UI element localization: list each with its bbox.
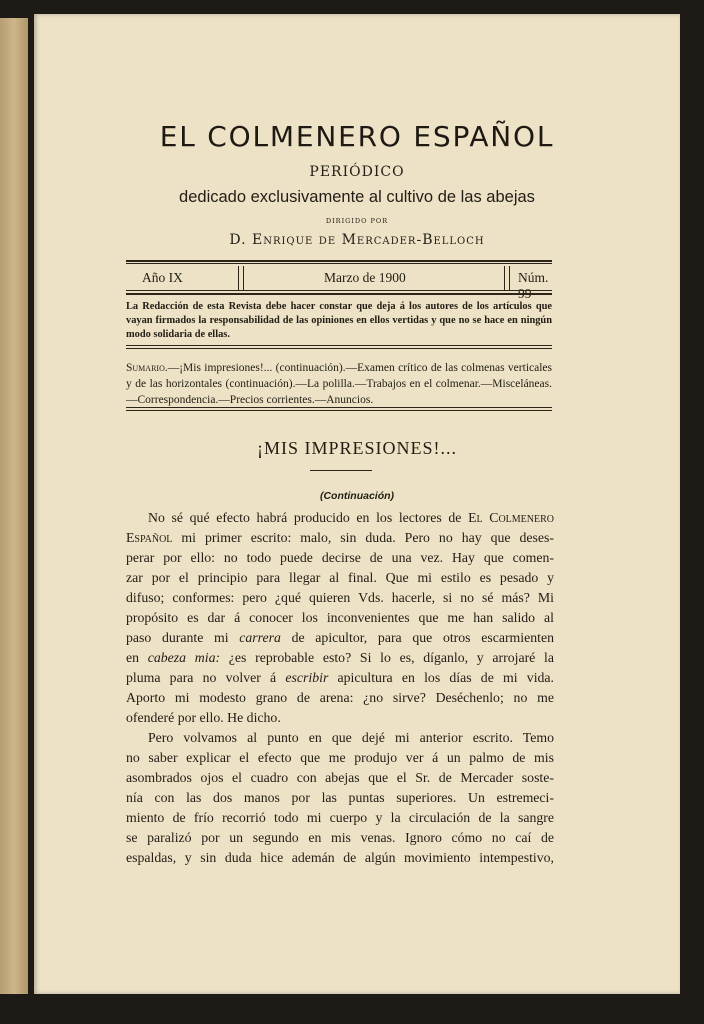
text-line: No sé qué efecto habrá producido en los lectores de El Colmenero bbox=[148, 510, 554, 525]
masthead-tagline: dedicado exclusivamente al cultivo de las abejas bbox=[179, 188, 535, 206]
dirigido-label: DIRIGIDO POR bbox=[325, 217, 389, 225]
issue-bar-bottom-rule-thin bbox=[126, 290, 552, 291]
sumario-rule bbox=[126, 410, 552, 411]
issue-bar-top-rule bbox=[126, 260, 552, 262]
text-line: difuso; conformes: pero ¿qué quieren Vds. hacerle, si no sé más? Mi bbox=[126, 590, 554, 605]
issue-bar bbox=[126, 266, 552, 301]
text-line: propósito es dar á conocer los inconvenientes que me han salido al bbox=[126, 610, 554, 625]
text-line: en cabeza mia: ¿es reprobable esto? Si lo es, díganlo, y arrojaré la bbox=[126, 650, 554, 665]
text-line: Español mi primer escrito: malo, sin duda. Pero no hay que deses- bbox=[126, 530, 554, 545]
adjacent-page-edge bbox=[0, 18, 28, 994]
issue-number: Núm. 99 bbox=[518, 270, 549, 301]
issue-year: Año IX bbox=[142, 270, 183, 285]
director-prefix: D. bbox=[229, 232, 252, 248]
text-line: nía con las dos manos por las puntas superiores. Un estremeci- bbox=[126, 790, 554, 805]
text-line: se paralizó por un segundo en mis venas. Ignoro cómo no caí de bbox=[126, 830, 554, 845]
notice-rule bbox=[126, 345, 552, 346]
issue-bar-top-rule-thin bbox=[126, 263, 552, 264]
issue-bar-bottom-rule bbox=[126, 293, 552, 295]
sumario bbox=[126, 360, 552, 408]
sumario-rule bbox=[126, 407, 552, 408]
director-name: Enrique de Mercader-Belloch bbox=[251, 232, 485, 248]
issue-divider bbox=[504, 266, 510, 290]
sumario-text: —¡Mis impresiones!... (continuación).—Examen crítico de las colmenas verticales y de las horizontales (continuación).—La polilla.—Trabajos en el colmenar.—Misceláneas.—Correspondencia.—Precios corrientes.—Anuncios. bbox=[126, 362, 552, 406]
issue-date: Marzo de 1900 bbox=[324, 270, 406, 285]
text-line: ofenderé por ello. He dicho. bbox=[126, 710, 281, 725]
paragraph bbox=[126, 508, 554, 728]
text-line: miento de frío recorrió todo mi cuerpo y la circulación de la sangre bbox=[126, 810, 554, 825]
text-line: Pero volvamos al punto en que dejé mi anterior escrito. Temo bbox=[148, 730, 554, 745]
paragraph bbox=[126, 728, 554, 868]
italic-word: cabeza mia: bbox=[147, 650, 221, 665]
editorial-notice: La Redacción de esta Revista debe hacer constar que deja á los autores de los artículos que vayan firmados la responsabilidad de las opiniones en ellos vertidas y que no se hace en ningún modo solidaria de ellas. bbox=[126, 301, 552, 340]
text-line: asombrados ojos el cuadro con abejas que el Sr. de Mercader soste- bbox=[126, 770, 554, 785]
masthead-title: EL COLMENERO ESPAÑOL bbox=[159, 120, 555, 153]
text-line: zar por el principio para llegar al final. Que mi estilo es pesado y bbox=[126, 570, 554, 585]
journal-name: Español bbox=[126, 530, 173, 545]
text-line: perar por ello: no todo puede decirse de una vez. Hay que comen- bbox=[126, 550, 554, 565]
text-line: paso durante mi carrera de apicultor, para que otros escarmienten bbox=[126, 630, 555, 645]
text-line: pluma para no volver á escribir apicultura en los días de mi vida. bbox=[126, 670, 554, 685]
text-line: no saber explicar el efecto que me produjo ver á un palmo de mis bbox=[126, 750, 554, 765]
journal-page bbox=[34, 14, 680, 994]
italic-word: escribir bbox=[285, 670, 329, 685]
article-title: ¡MIS IMPRESIONES!... bbox=[256, 438, 458, 458]
article-body bbox=[126, 508, 554, 868]
italic-word: carrera bbox=[239, 630, 281, 645]
masthead-subtitle: PERIÓDICO bbox=[309, 164, 405, 180]
director-line bbox=[34, 232, 680, 248]
issue-divider bbox=[238, 266, 244, 290]
notice-rule bbox=[126, 348, 552, 349]
sumario-label: Sumario. bbox=[126, 362, 168, 374]
text-line: Aporto mi modesto grano de arena: ¿no sirve? Deséchenlo; no me bbox=[126, 690, 554, 705]
text-line: espaldas, y sin duda hice ademán de algún movimiento intempestivo, bbox=[126, 850, 554, 865]
continuation-label: (Continuación) bbox=[319, 490, 395, 502]
title-rule bbox=[310, 470, 372, 471]
journal-name: El Colmenero bbox=[468, 510, 554, 525]
